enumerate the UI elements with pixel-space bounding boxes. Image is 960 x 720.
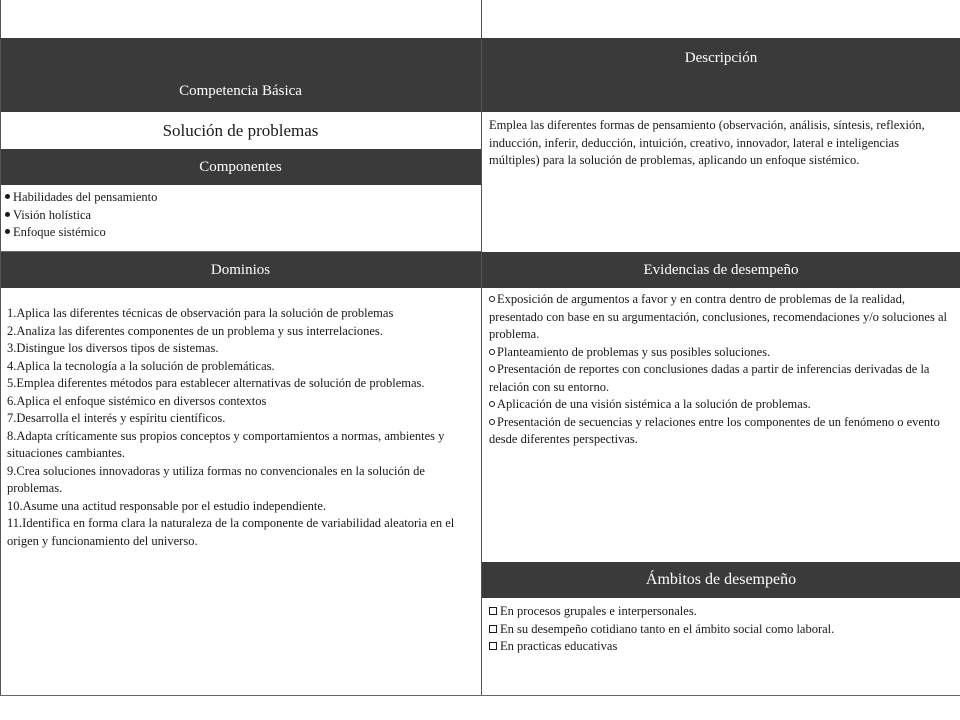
ambitos-cell <box>489 603 951 656</box>
descripcion-label: Descripción <box>684 50 758 66</box>
dominio-item-10: 10.Asume una actitud responsable por el estudio independiente. <box>7 498 327 513</box>
row-line-componentes-bottom <box>0 251 481 252</box>
componentes-list <box>5 189 475 242</box>
dominio-item-11: 11.Identifica en forma clara la naturaleza de la componente de variabilidad aleatoria en el origen y funcionamiento del universo. <box>7 516 455 548</box>
left-edge <box>0 0 1 696</box>
list-item: Visión holística <box>5 207 475 225</box>
descripcion-text: Emplea las diferentes formas de pensamiento (observación, análisis, síntesis, reflexión, inducción, inferir, deducción, intuición, creativo, innovador, lateral e inteligencias múltiples) para la solución de problemas, aplicando un enfoque sistémico. <box>489 118 925 167</box>
competencia-basica-label: Competencia Básica <box>179 83 302 99</box>
dominios-header <box>0 252 481 288</box>
blank-top-right-cell <box>482 0 960 38</box>
dominio-item-9: 9.Crea soluciones innovadoras y utiliza formas no convencionales en la solución de problemas. <box>7 463 425 495</box>
dominios-cell <box>7 305 473 550</box>
dominio-item-7: 7.Desarrolla el interés y espíritu científicos. <box>7 411 226 425</box>
ambitos-header <box>482 562 960 598</box>
ambitos-label: Ámbitos de desempeño <box>645 571 797 588</box>
dominio-item-2: 2.Analiza las diferentes componentes de un problema y sus interrelaciones. <box>7 323 383 338</box>
descripcion-header <box>482 38 960 112</box>
dominio-item-4: 4.Aplica la tecnología a la solución de problemáticas. <box>7 358 275 373</box>
evidencia-item-3: Presentación de reportes con conclusiones dadas a partir de inferencias derivadas de la relación con su entorno. <box>489 362 930 394</box>
evidencia-item-1: Exposición de argumentos a favor y en contra dentro de problemas de la realidad, presentado con base en su argumentación, conclusiones, recomendaciones y/o soluciones al problema. <box>489 292 947 341</box>
list-item: Habilidades del pensamiento <box>5 189 475 207</box>
evidencia-item-2: Planteamiento de problemas y sus posibles soluciones. <box>489 344 951 362</box>
componentes-header <box>0 149 481 185</box>
evidencias-label: Evidencias de desempeño <box>643 261 799 278</box>
componentes-label: Componentes <box>199 158 282 175</box>
ambito-item-2: En su desempeño cotidiano tanto en el ámbito social como laboral. <box>489 621 951 639</box>
circle-bullet-icon <box>489 401 495 407</box>
ambito-item-1: En procesos grupales e interpersonales. <box>489 603 951 621</box>
checkbox-bullet-icon <box>489 625 497 633</box>
row-line-top <box>0 38 960 39</box>
ambito-item-3: En practicas educativas <box>489 638 951 656</box>
dominio-item-8: 8.Adapta críticamente sus propios conceptos y comportamientos a normas, ambientes y situaciones cambiantes. <box>7 428 445 460</box>
competencia-name: Solución de problemas <box>162 120 319 140</box>
evidencias-header <box>482 252 960 288</box>
dominio-item-1: 1.Aplica las diferentes técnicas de observación para la solución de problemas <box>7 306 394 320</box>
dominio-item-3: 3.Distingue los diversos tipos de sistemas. <box>7 341 219 355</box>
blank-top-left-cell <box>0 0 481 38</box>
bullet-icon <box>5 212 10 217</box>
evidencia-item-5: Presentación de secuencias y relaciones entre los componentes de un fenómeno o evento desde diferentes perspectivas. <box>489 414 940 446</box>
checkbox-bullet-icon <box>489 642 497 650</box>
circle-bullet-icon <box>489 366 495 372</box>
row-line-bottom <box>0 695 960 696</box>
bullet-icon <box>5 194 10 199</box>
circle-bullet-icon <box>489 419 495 425</box>
evidencia-item-4: Aplicación de una visión sistémica a la solución de problemas. <box>489 396 951 414</box>
circle-bullet-icon <box>489 296 495 302</box>
center-divider <box>481 0 482 696</box>
descripcion-cell <box>489 117 951 170</box>
dominio-item-5: 5.Emplea diferentes métodos para establecer alternativas de solución de problemas. <box>7 376 425 390</box>
dominios-label: Dominios <box>210 261 271 278</box>
evidencias-cell <box>489 291 951 449</box>
componentes-cell <box>5 189 475 242</box>
competencia-basica-header <box>0 38 481 112</box>
dominio-item-6: 6.Aplica el enfoque sistémico en diversos contextos <box>7 393 267 408</box>
competencia-name-cell <box>0 112 481 149</box>
checkbox-bullet-icon <box>489 607 497 615</box>
circle-bullet-icon <box>489 349 495 355</box>
bullet-icon <box>5 229 10 234</box>
list-item: Enfoque sistémico <box>5 224 475 242</box>
